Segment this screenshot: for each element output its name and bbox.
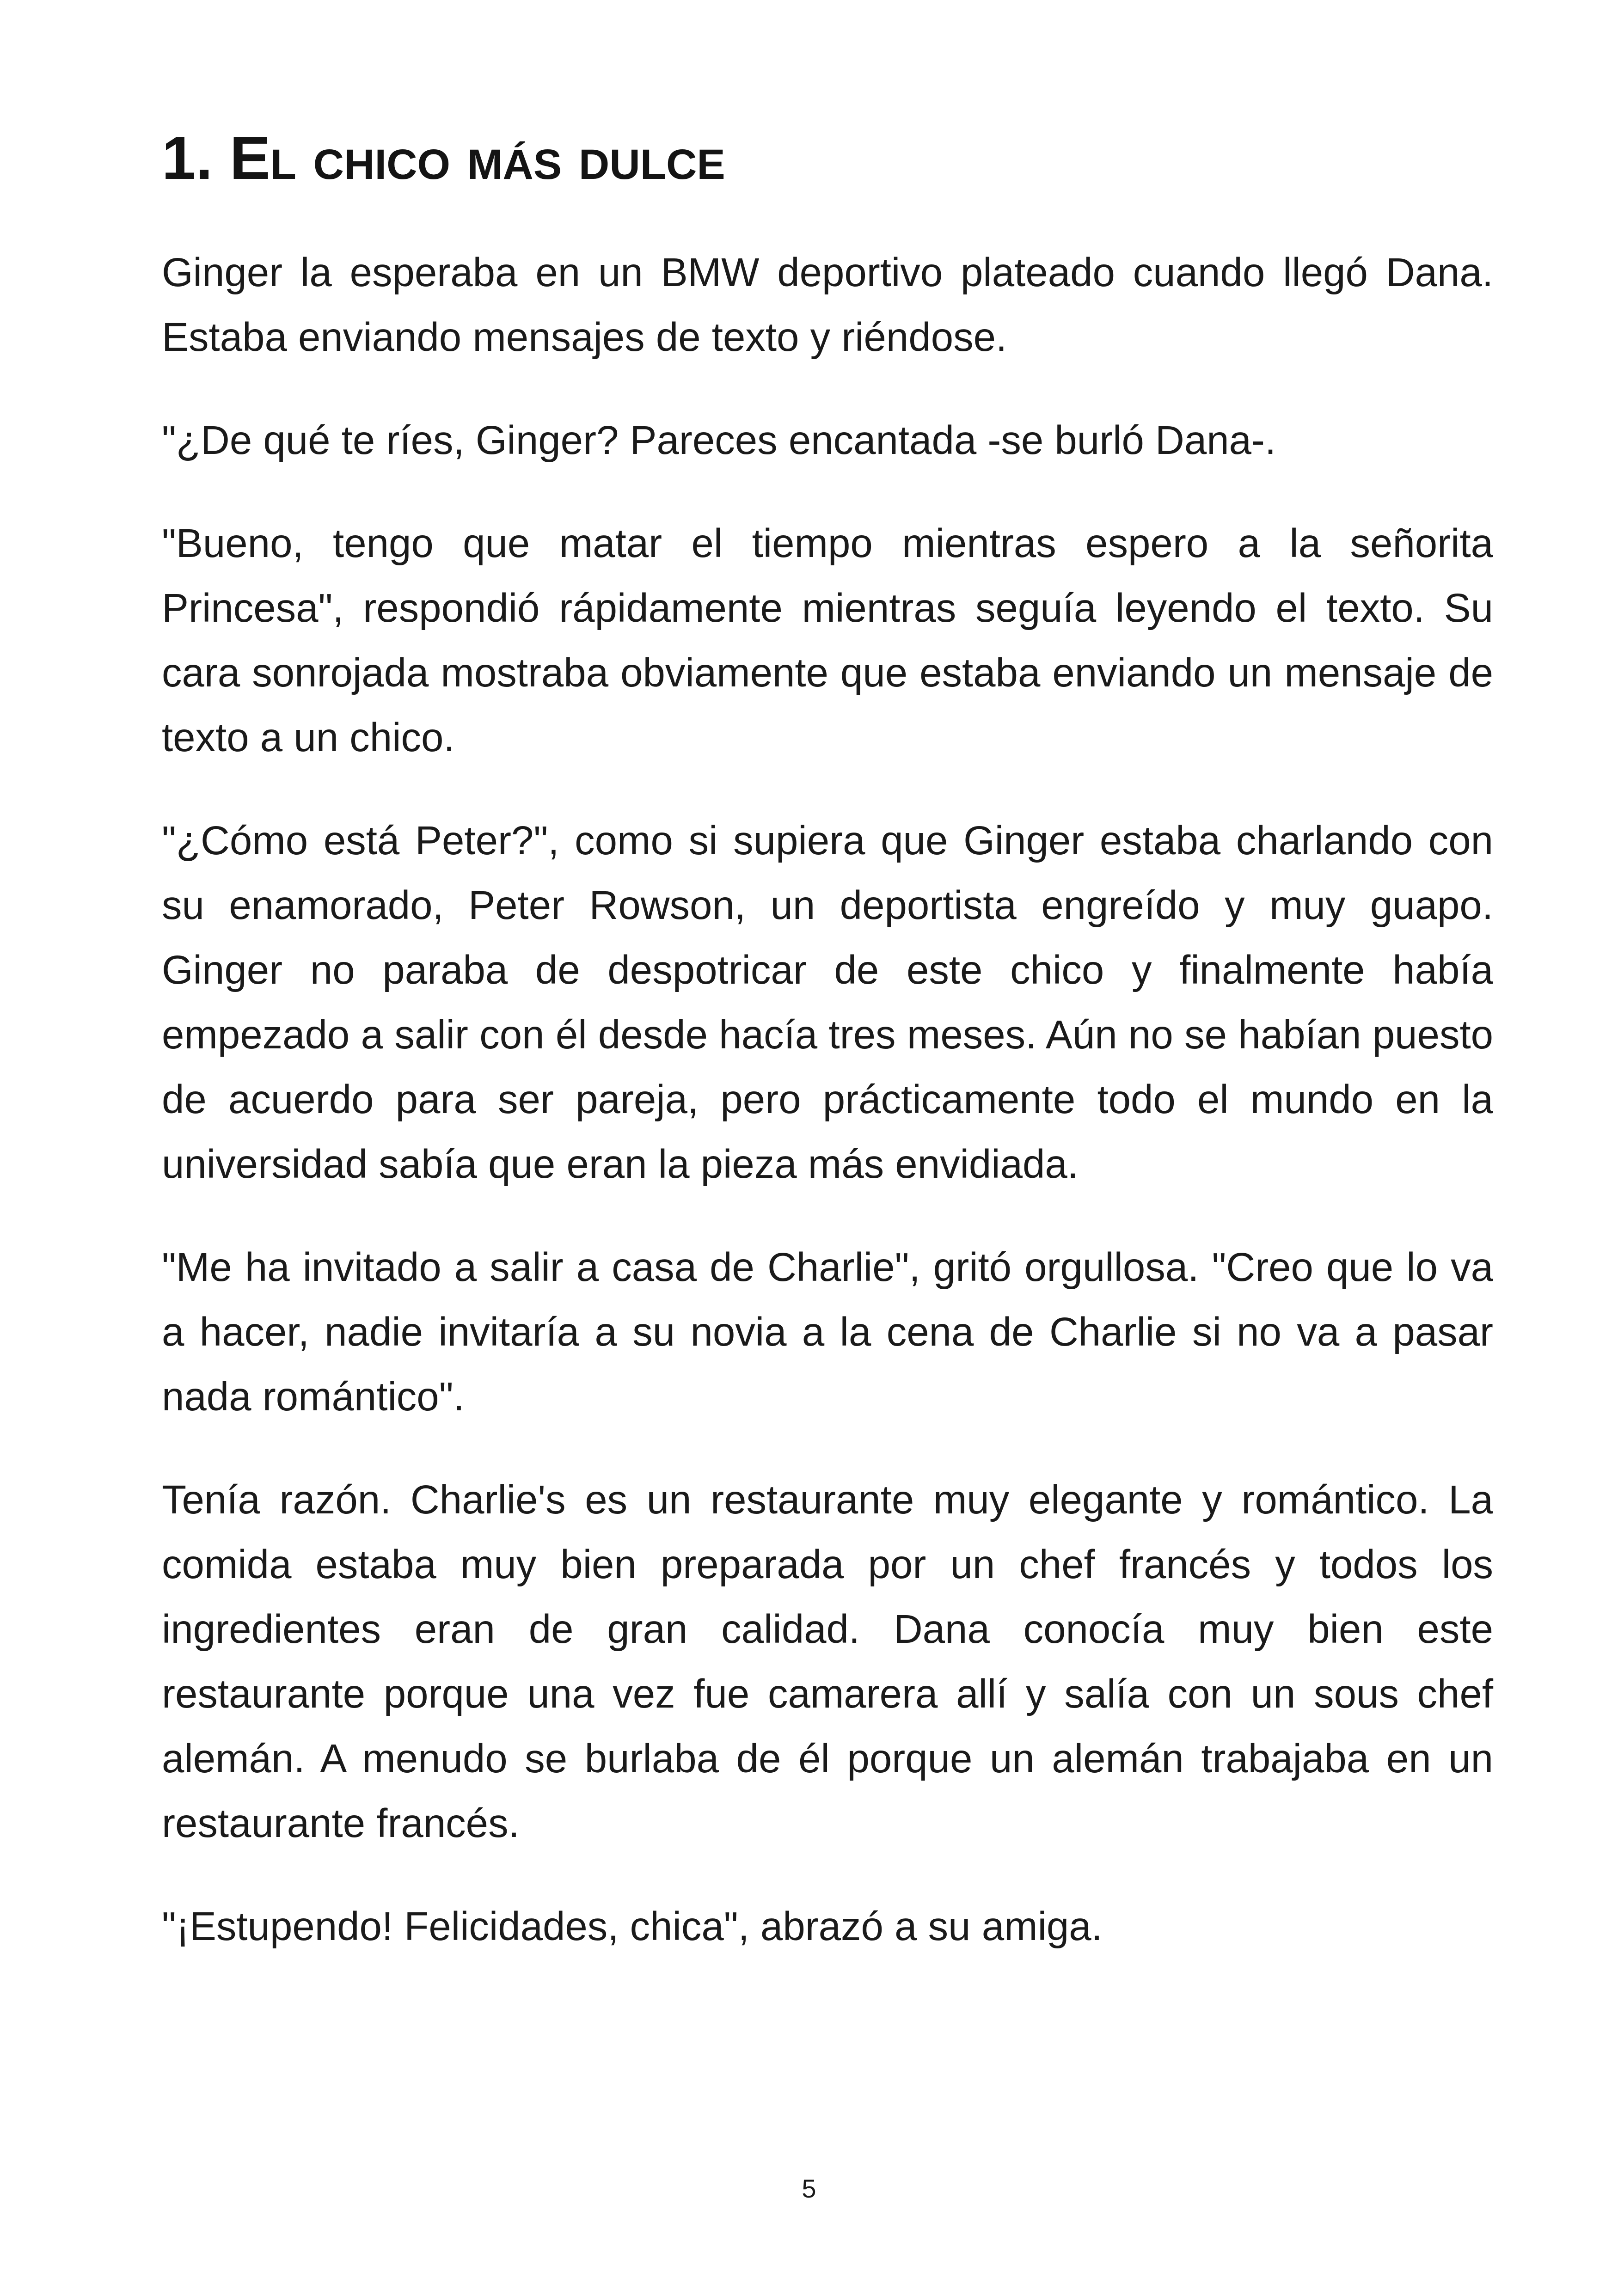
page-number: 5 — [802, 2174, 816, 2203]
body-text — [162, 240, 1493, 1997]
paragraph: "Me ha invitado a salir a casa de Charlie", gritó orgullosa. "Creo que lo va a hacer, nadie invitaría a su novia a la cena de Charlie si no va a pasar nada romántico". — [162, 1245, 1493, 1419]
paragraph: "Bueno, tengo que matar el tiempo mientras espero a la señorita Princesa", respondió rápidamente mientras seguía leyendo el texto. Su cara sonrojada mostraba obviamente que estaba enviando un mensaje de texto a un chico. — [162, 521, 1493, 760]
paragraph: "¿De qué te ríes, Ginger? Pareces encantada -se burló Dana-. — [162, 418, 1276, 463]
paragraph: Tenía razón. Charlie's es un restaurante muy elegante y romántico. La comida estaba muy bien preparada por un chef francés y todos los ingredientes eran de gran calidad. Dana conocía muy bien este restaurante porque una vez fue camarera allí y salía con un sous chef alemán. A menudo se burlaba de él porque un alemán trabajaba en un restaurante francés. — [162, 1477, 1493, 1846]
paragraph: "¿Cómo está Peter?", como si supiera que Ginger estaba charlando con su enamorado, Peter Rowson, un deportista engreído y muy guapo. Ginger no paraba de despotricar de este chico y finalmente había empezado a salir con él desde hacía tres meses. Aún no se habían puesto de acuerdo para ser pareja, pero prácticamente todo el mundo en la universidad sabía que eran la pieza más envidiada. — [162, 818, 1493, 1187]
paragraph: Ginger la esperaba en un BMW deportivo plateado cuando llegó Dana. Estaba enviando mensajes de texto y riéndose. — [162, 250, 1493, 360]
chapter-title: 1. El chico más dulce — [162, 124, 725, 192]
paragraph: "¡Estupendo! Felicidades, chica", abrazó a su amiga. — [162, 1904, 1103, 1949]
